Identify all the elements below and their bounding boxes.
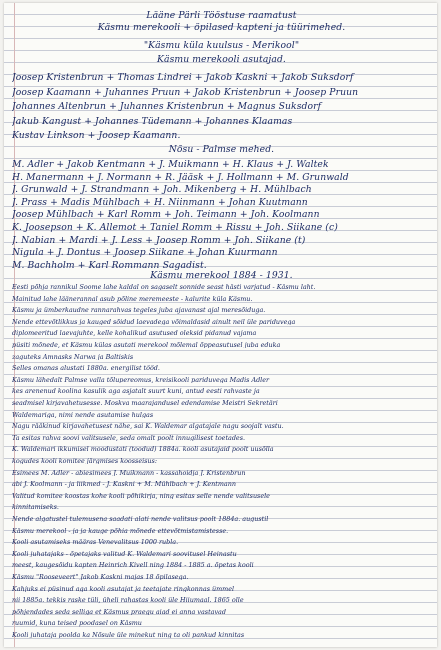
narrative-line: Esimees M. Adler - abiesimees J. Muikmann - kassahoidja J. Kristenbrun (12, 469, 246, 476)
nosu-line: M. Bachholm + Karl Rommann Sagadist. (12, 260, 207, 270)
narrative-line: Käsmu ja ümberkaudne rannarahvas tegeles juba ajavanast ajal meresõiduga. (12, 307, 266, 314)
narrative-line: Kooli juhatajaks - õpetajaks valitud K. Waldemari soovitusel Heinastu (12, 550, 237, 558)
narrative-line: Nende algatustel tulemusena saadati alati nende valitsus poolt 1884a. augustil (12, 516, 269, 523)
nosu-line: J. Prass + Madis Mühlbach + H. Niinmann + Johan Kuutmann (12, 197, 308, 207)
narrative-line: kinnitamiseks. (12, 504, 59, 511)
narrative-line: abi J. Koolmann - ja liikmed - J. Kaskni + M. Mühlbach + J. Kentmann (12, 481, 236, 488)
founder-line: Joosep Kristenbrun + Thomas Lindrei + Jakob Kaskni + Jakob Suksdorf (12, 73, 354, 83)
document-subtitle: Käsmu merekooli + õpilased kapteni ja tüürimehed. (97, 23, 346, 33)
narrative-line: Nende ettevõtlikkus ja kauged sõidud laevadega võimaldasid ainult neil üle pariduvega (12, 318, 296, 326)
document-title: Lääne Pärli Tööstuse raamatust (146, 11, 297, 21)
nosu-line: K. Joosepson + K. Allemot + Taniel Romm + Rissu + Joh. Siikane (c) (12, 223, 338, 233)
narrative-line: Eesti põhja rannikul Soome lahe kaldal on sagaselt sonnide seast hästi varjatud - Käsmu laht. (12, 284, 316, 291)
founders-heading: Käsmu merekooli asutajad. (157, 55, 286, 65)
narrative-line: püsiti mõnede, et Käsmu külas asutati merekool mõlemal õppeasutusel juba eduka (12, 342, 281, 349)
narrative-line: Ta esitas rahva soovi valitsusele, seda omalt poolt innugilisest toetades. (12, 434, 246, 442)
founder-line: Johannes Altenbrun + Juhannes Kristenbrun + Magnus Suksdorf (12, 102, 322, 112)
founder-line: Joosep Kaamann + Juhannes Pruun + Jakob Kristenbrun + Joosep Pruun (12, 87, 359, 97)
narrative-line: Selles omanas alustati 1880a. energilist tööd. (12, 365, 160, 372)
narrative-line: Mainitud lahe läänerannal asub põline meremeeste - kalurite küla Käsmu. (12, 295, 253, 302)
narrative-line: kogudes kooli komitee järgmises koosseisus: (12, 458, 157, 465)
nosu-line: Nigula + J. Dontus + Joosep Siikane + Johan Kuurmann (12, 248, 278, 258)
narrative-line: seadmisel kirjavahetusesse. Moskva maarajandusel edendamise Meistri Sekretäri (12, 400, 278, 407)
founder-line: Kustav Linkson + Joosep Kaamann. (12, 131, 181, 141)
nosu-line: J. Grunwald + J. Strandmann + Joh. Mikenberg + H. Mühlbach (12, 185, 312, 195)
narrative-line: Käsmu "Rooseveert" Jakob Kaskni majas 18 õpilasega. (12, 574, 189, 581)
nosu-line: Joosep Mühlbach + Karl Romm + Joh. Teimann + Joh. Koolmann (12, 210, 320, 220)
narrative-line: K. Waldemari ikkumisel moodustati (toodud) 1884a. kooli asutajaid poolt uusõlla (12, 446, 274, 453)
section-title: "Käsmu küla kuulsus - Merikool" (143, 41, 300, 51)
narrative-line: Kooli asutamiseks määras Venevalitsus 1000 rubla. (12, 539, 179, 546)
narrative-line: diplomeeritud laevajuhte, kelle kohalikud asutused oleksid pidanud vajama (12, 330, 257, 337)
narrative-line: meest, kaugesõidu kapten Heinrich Kivell ning 1884 - 1885 a. õpetas kooli (12, 562, 254, 569)
narrative-line: Kooli juhataja poolda ka Nõsule üle minekut ning ta oli pankud kinnitas (12, 632, 245, 639)
narrative-line: kes arenenud koolina kasulik aga asjatalt suurt kuni, antud eesti rahvaste ja (12, 388, 260, 395)
nosu-line: M. Adler + Jakob Kentmann + J. Muikmann + H. Klaus + J. Waltek (12, 160, 329, 170)
narrative-line: nii 1885a. tekkis raske tüli, üheli rahastas kooli üle Hiiumaal. 1865 olle (12, 597, 244, 604)
narrative-line: põhjendades seda selliga et Käsmus praegu aiad ei anna vastavad (12, 608, 226, 616)
narrative-line: ruumid, kuna teised poodasel on Käsmu (12, 620, 142, 627)
narrative-line: Kahjuks ei püsinud aga kooli asutajat ja teetajate ringkonnas ümmel (12, 585, 235, 592)
school-heading: Käsmu merekool 1884 - 1931. (150, 271, 293, 281)
narrative-line: zaguteks Amnasks Narwa ja Baltiskis (12, 353, 134, 360)
nosu-heading: Nõsu - Palmse mehed. (168, 145, 275, 155)
narrative-line: Valitud komitee koostas kohe kooli põhikirja, ning esitas selle nende valitsusele (12, 492, 270, 500)
founder-line: Jakub Kangust + Johannes Tüdemann + Johannes Klaamas (12, 116, 293, 126)
narrative-line: Nagu rääkinud kirjavahetusest nähe, sai K. Waldemar algatajale nagu soojalt vastu. (12, 423, 284, 430)
narrative-line: Käsmu lähedalt Palmse valla tõlupereomus, kreisikooli pariduvega Madis Adler (12, 376, 270, 384)
narrative-line: Käsmu merekool - ja ja kauge põhia mõnede ettevõtmistamistesse. (12, 527, 229, 534)
nosu-line: H. Manermann + J. Normann + R. Jääsk + J. Hollmann + M. Grunwald (12, 172, 349, 182)
notebook-page (4, 3, 437, 647)
narrative-line: Waldemariga, nimi nende asutamise hulgas (12, 411, 154, 418)
nosu-line: J. Nabian + Mardi + J. Less + Joosep Romm + Joh. Siikane (t) (12, 235, 306, 245)
